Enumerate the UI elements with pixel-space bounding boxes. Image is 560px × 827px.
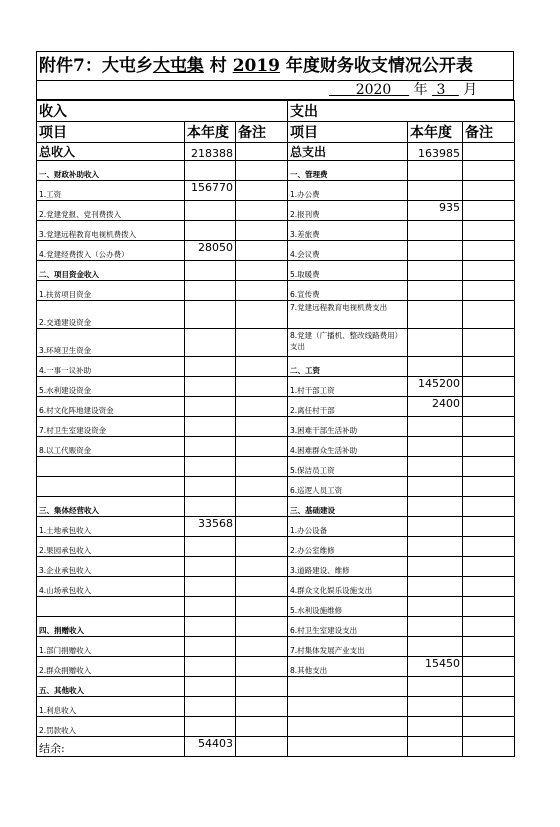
expense-note (463, 397, 515, 417)
table-row (37, 577, 515, 597)
income-note (236, 329, 288, 357)
income-note (236, 241, 288, 261)
expense-note (463, 637, 515, 657)
expense-item: 1.办公设备 (288, 517, 408, 537)
income-item: 7.村卫生室建设资金 (37, 417, 185, 437)
income-note (236, 377, 288, 397)
balance-expense-note (463, 737, 515, 757)
title-year: 2019 (232, 56, 281, 76)
income-note (236, 637, 288, 657)
title-suffix: 年度财务收支情况公开表 (280, 56, 473, 76)
total-income-note (236, 143, 288, 161)
income-note (236, 201, 288, 221)
income-value (185, 357, 236, 377)
expense-item: 1.村干部工资 (288, 377, 408, 397)
expense-item: 5.水利设施维修 (288, 597, 408, 617)
income-value (185, 201, 236, 221)
expense-value (408, 261, 463, 281)
expense-value: 145200 (408, 377, 463, 397)
income-item: 四、捐赠收入 (37, 617, 185, 637)
total-income-label: 总收入 (37, 143, 185, 161)
income-value (185, 557, 236, 577)
expense-item: 3.差旅费 (288, 221, 408, 241)
expense-value (408, 161, 463, 181)
expense-note (463, 261, 515, 281)
income-note (236, 537, 288, 557)
income-value (185, 617, 236, 637)
income-item: 4.山场承包收入 (37, 577, 185, 597)
expense-note (463, 329, 515, 357)
income-item: 2.群众捐赠收入 (37, 657, 185, 677)
table-row (37, 281, 515, 301)
income-note (236, 697, 288, 717)
income-note (236, 181, 288, 201)
expense-note (463, 537, 515, 557)
expense-note (463, 201, 515, 221)
income-value (185, 497, 236, 517)
expense-value (408, 697, 463, 717)
income-value (185, 437, 236, 457)
income-item: 8.以工代赈资金 (37, 437, 185, 457)
expense-item: 1.办公费 (288, 181, 408, 201)
income-value: 33568 (185, 517, 236, 537)
table-row (37, 329, 515, 357)
income-item: 五、其他收入 (37, 677, 185, 697)
income-note (236, 597, 288, 617)
income-value (185, 657, 236, 677)
date-month-label: 月 (463, 82, 478, 98)
income-current-header: 本年度 (185, 122, 236, 143)
table-row (37, 357, 515, 377)
income-value (185, 377, 236, 397)
income-item (37, 457, 185, 477)
income-item: 3.党建远程教育电视机费拨入 (37, 221, 185, 241)
balance-expense-item (288, 737, 408, 757)
income-item: 4.一事一议补助 (37, 357, 185, 377)
expense-note (463, 221, 515, 241)
expense-item: 一、管理费 (288, 161, 408, 181)
sheet-title (36, 51, 514, 81)
expense-note (463, 281, 515, 301)
table-row (37, 657, 515, 677)
income-note-header: 备注 (236, 122, 288, 143)
income-note (236, 657, 288, 677)
income-note (236, 477, 288, 497)
income-value (185, 457, 236, 477)
expense-note (463, 161, 515, 181)
income-note (236, 517, 288, 537)
expense-item: 2.办公室维修 (288, 537, 408, 557)
finance-table (36, 100, 515, 757)
expense-value (408, 597, 463, 617)
expense-item: 3.道路建设、维修 (288, 557, 408, 577)
expense-value (408, 517, 463, 537)
date-month: 3 (436, 82, 446, 98)
income-value (185, 477, 236, 497)
income-value (185, 637, 236, 657)
table-row (37, 437, 515, 457)
income-note (236, 301, 288, 329)
income-item (37, 597, 185, 617)
table-row (37, 417, 515, 437)
expense-note (463, 457, 515, 477)
expense-value: 935 (408, 201, 463, 221)
expense-note (463, 697, 515, 717)
income-value (185, 261, 236, 281)
expense-note (463, 557, 515, 577)
income-value (185, 697, 236, 717)
income-item: 1.扶贫项目资金 (37, 281, 185, 301)
expense-item: 3.困难干部生活补助 (288, 417, 408, 437)
table-row (37, 201, 515, 221)
income-note (236, 161, 288, 181)
expense-note (463, 241, 515, 261)
table-row (37, 497, 515, 517)
expense-item (288, 697, 408, 717)
expense-item: 4.困难群众生活补助 (288, 437, 408, 457)
expense-item: 2.离任村干部 (288, 397, 408, 417)
table-row (37, 181, 515, 201)
date-year: 2020 (355, 82, 392, 98)
table-row (37, 377, 515, 397)
expense-item: 7.党建远程教育电视机费支出 (288, 301, 408, 329)
table-row (37, 301, 515, 329)
balance-row (37, 737, 515, 757)
income-value (185, 397, 236, 417)
expense-value (408, 457, 463, 477)
income-item: 二、项目资金收入 (37, 261, 185, 281)
income-item: 2.党建党报、党刊费拨入 (37, 201, 185, 221)
expense-value (408, 717, 463, 737)
expense-note (463, 357, 515, 377)
income-note (236, 437, 288, 457)
income-note (236, 281, 288, 301)
income-value: 156770 (185, 181, 236, 201)
title-village-suffix: 村 (203, 56, 233, 76)
table-row (37, 557, 515, 577)
expense-note (463, 377, 515, 397)
income-label: 收入 (37, 101, 288, 122)
expense-item: 8.党建（广播机、整改线路费用） 支出 (288, 329, 408, 357)
expense-note (463, 597, 515, 617)
expense-item: 6.巡逻人员工资 (288, 477, 408, 497)
table-row (37, 261, 515, 281)
title-prefix: 附件7：大屯乡 (39, 56, 153, 76)
total-expense-label: 总支出 (288, 143, 408, 161)
expense-item: 6.村卫生室建设支出 (288, 617, 408, 637)
income-note (236, 261, 288, 281)
income-note (236, 397, 288, 417)
expense-item: 4.会议费 (288, 241, 408, 261)
table-row (37, 677, 515, 697)
income-note (236, 417, 288, 437)
finance-disclosure-sheet (36, 51, 514, 757)
income-value (185, 301, 236, 329)
expense-note (463, 717, 515, 737)
expense-value: 2400 (408, 397, 463, 417)
expense-item: 三、基础建设 (288, 497, 408, 517)
expense-value (408, 281, 463, 301)
expense-value: 15450 (408, 657, 463, 677)
expense-item (288, 717, 408, 737)
income-item: 5.水利建设资金 (37, 377, 185, 397)
income-value (185, 221, 236, 241)
expense-value (408, 617, 463, 637)
income-item: 1.部门捐赠收入 (37, 637, 185, 657)
expense-note (463, 497, 515, 517)
balance-label: 结余: (37, 737, 185, 757)
table-row (37, 717, 515, 737)
income-note (236, 717, 288, 737)
income-item: 3.环境卫生资金 (37, 329, 185, 357)
expense-value (408, 477, 463, 497)
income-value (185, 677, 236, 697)
expense-value (408, 357, 463, 377)
expense-item: 4.群众文化娱乐设施支出 (288, 577, 408, 597)
expense-item: 7.村集体发展产业支出 (288, 637, 408, 657)
expense-item: 6.宣传费 (288, 281, 408, 301)
expense-item (288, 677, 408, 697)
expense-note (463, 181, 515, 201)
table-row (37, 697, 515, 717)
table-row (37, 537, 515, 557)
expense-label: 支出 (288, 101, 515, 122)
expense-item: 5.取暖费 (288, 261, 408, 281)
income-value (185, 161, 236, 181)
expense-note-header: 备注 (463, 122, 515, 143)
expense-value (408, 241, 463, 261)
income-item: 1.利息收入 (37, 697, 185, 717)
income-value (185, 329, 236, 357)
income-item: 2.交通建设资金 (37, 301, 185, 329)
expense-item: 5.保洁员工资 (288, 457, 408, 477)
total-expense-value: 163985 (408, 143, 463, 161)
income-item: 一、财政补助收入 (37, 161, 185, 181)
expense-note (463, 417, 515, 437)
table-row (37, 597, 515, 617)
expense-value (408, 329, 463, 357)
title-village: 大屯集 (152, 56, 204, 76)
table-row (37, 617, 515, 637)
income-item: 2.罚款收入 (37, 717, 185, 737)
income-note (236, 577, 288, 597)
table-row (37, 637, 515, 657)
total-income-value: 218388 (185, 143, 236, 161)
income-value (185, 597, 236, 617)
expense-item: 二、工资 (288, 357, 408, 377)
income-item (37, 477, 185, 497)
expense-note (463, 657, 515, 677)
income-note (236, 497, 288, 517)
expense-note (463, 477, 515, 497)
income-note (236, 677, 288, 697)
balance-note (236, 737, 288, 757)
income-value (185, 577, 236, 597)
income-value (185, 537, 236, 557)
expense-value (408, 437, 463, 457)
balance-expense-value (408, 737, 463, 757)
income-note (236, 557, 288, 577)
expense-note (463, 517, 515, 537)
expense-note (463, 301, 515, 329)
date-year-label: 年 (413, 82, 428, 98)
expense-note (463, 617, 515, 637)
expense-note (463, 577, 515, 597)
expense-value (408, 301, 463, 329)
income-value (185, 717, 236, 737)
expense-value (408, 221, 463, 241)
expense-value (408, 417, 463, 437)
income-item: 3.企业承包收入 (37, 557, 185, 577)
income-item: 2.果园承包收入 (37, 537, 185, 557)
income-item-header: 项目 (37, 122, 185, 143)
total-expense-note (463, 143, 515, 161)
table-row (37, 397, 515, 417)
table-row (37, 457, 515, 477)
income-value (185, 281, 236, 301)
expense-value (408, 181, 463, 201)
totals-row (37, 143, 515, 161)
table-row (37, 241, 515, 261)
income-item: 三、集体经营收入 (37, 497, 185, 517)
expense-item: 8.其他支出 (288, 657, 408, 677)
income-value: 28050 (185, 241, 236, 261)
balance-value: 54403 (185, 737, 236, 757)
income-note (236, 457, 288, 477)
expense-item: 2.报刊费 (288, 201, 408, 221)
table-row (37, 477, 515, 497)
income-item: 4.党建经费拨入（公办费） (37, 241, 185, 261)
expense-item-header: 项目 (288, 122, 408, 143)
income-value (185, 417, 236, 437)
expense-value (408, 577, 463, 597)
income-item: 6.村文化阵地建设资金 (37, 397, 185, 417)
table-row (37, 161, 515, 181)
table-row (37, 221, 515, 241)
column-header-row (37, 122, 515, 143)
income-note (236, 221, 288, 241)
expense-value (408, 637, 463, 657)
expense-current-header: 本年度 (408, 122, 463, 143)
expense-value (408, 497, 463, 517)
income-note (236, 357, 288, 377)
income-item: 1.土地承包收入 (37, 517, 185, 537)
income-item: 1.工资 (37, 181, 185, 201)
date-row (36, 81, 514, 100)
table-row (37, 517, 515, 537)
expense-value (408, 537, 463, 557)
expense-note (463, 437, 515, 457)
expense-note (463, 677, 515, 697)
expense-value (408, 557, 463, 577)
expense-value (408, 677, 463, 697)
section-header-row (37, 101, 515, 122)
income-note (236, 617, 288, 637)
